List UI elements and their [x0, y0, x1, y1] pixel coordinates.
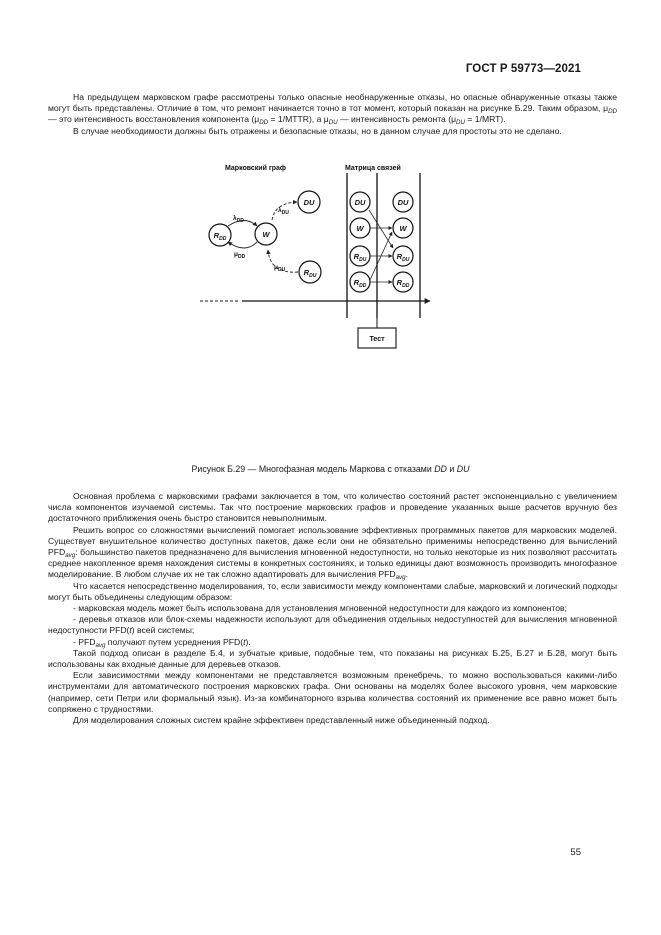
graph-node-rdu [299, 261, 321, 283]
graph-node-du [298, 191, 320, 213]
svg-text:W: W [356, 224, 364, 233]
svg-text:RDU: $R_{DU}$ [353, 252, 367, 263]
intro-paragraph-1: На предыдущем марковском графе рассмотрены только опасные необнаруженные отказы, но опасные обнаруженные отказы также могут быть представлены. Отличие в том, что ремонт начинается точно в тот момент, который показан на рисунке Б.29. Таким образом, $\mu_{DD}$ — это интенсивность восстановления компонента ($\mu_{DD}$ = 1/MTTR), а $\mu_{DU}$ — интенсивность ремонта $(\mu_{DU} = 1/MRT)$. [48, 92, 617, 127]
svg-text:RDU: $R_{DU}$ [303, 268, 317, 279]
intro-paragraph-2: В случае необходимости должны быть отражены и безопасные отказы, но в данном случае для простоты это не сделано. [73, 125, 562, 136]
matrix-arrow-du-rdu [369, 210, 393, 248]
svg-text:RDD: $R_{DD}$ [213, 231, 227, 242]
svg-text:DU: DU [397, 198, 409, 207]
document-header: ГОСТ Р 59773—2021 [465, 63, 581, 75]
page-number: 55 [570, 847, 581, 858]
rate-mu-dd: $\mu_{DD}$ [234, 251, 246, 260]
svg-text:RDU: $R_{DU}$ [396, 252, 410, 263]
figure-caption: Рисунок Б.29 — Многофазная модель Маркова с отказами DD и DU [191, 464, 470, 474]
figure-title-markov-graph: Марковский граф [225, 165, 287, 172]
intro-text [48, 92, 617, 137]
body-paragraph-4: Такой подход описан в разделе Б.4, и зубчатые кривые, подобные тем, что показаны на рисунках Б.25, Б.27 и Б.28, могут быть использованы как входные данные для деревьев отказов. [48, 647, 617, 670]
body-paragraph-2: Решить вопрос со сложностями вычислений помогает использование эффективных программных пакетов для марковских моделей. Существует внушительное количество доступных пакетов, даже если они не обязательно применимы непосредственно для вычислений $PFD_{avg}$: большинство пакетов предназначено для вычисления мгновенной недоступности, но только некоторые из них позволяют рассчитать среднее накопленное время нахождения системы в конкретных состояниях, и только единицы дают возможность производить многофазное моделирование. В любом случае их не так сложно адаптировать для вычисления $PFD_{avg}$. [48, 524, 617, 582]
body-list-item-1: - марковская модель может быть использована для установления мгновенной недоступности для каждого из компонентов; [73, 603, 567, 614]
rate-mu-du: $\mu_{DU}$ [274, 264, 286, 273]
rate-lambda-du: $\lambda_{DU}$ [278, 207, 289, 216]
matrix-left-node-rdu [350, 246, 370, 266]
body-text [48, 491, 617, 726]
matrix-left-node-du [350, 192, 370, 212]
matrix-right-node-rdu [393, 246, 413, 266]
body-paragraph-1: Основная проблема с марковскими графами заключается в том, что количество состояний растет экспоненциально с увеличением числа компонентов изучаемой системы. Так что построение марковских графов и проведение указанных выше расчетов вручную без достаточного приближения очень быстро становится невыполнимым. [48, 491, 617, 524]
svg-text:RDD: $R_{DD}$ [396, 278, 410, 289]
matrix-right-node-w [393, 218, 413, 238]
svg-text:DU: DU [303, 198, 315, 207]
body-list-item-2: - деревья отказов или блок-схемы надежности используют для объединения отдельных недоступностей для вычисления мгновенной недоступности PFD(t) всей системы; [48, 614, 617, 636]
markov-figure [160, 160, 450, 460]
svg-text:W: W [262, 230, 270, 239]
rate-lambda-dd: $\lambda_{DD}$ [233, 215, 244, 224]
matrix-left-node-rdd [350, 272, 370, 292]
body-paragraph-6: Для моделирования сложных систем крайне эффективен представленный ниже объединенный подход. [73, 715, 490, 726]
body-paragraph-5: Если зависимостями между компонентами не представляется возможным пренебречь, то можно воспользоваться какими-либо инструментами для автоматического построения марковских графа. Они основаны на моделях более высокого уровня, чем марковские (например, сети Петри или формальный язык). Из-за комбинаторного взрыва количества состояний их применение все равно может быть сопряжено с трудностями. [48, 670, 617, 714]
body-list-item-3: - $PFD_{avg}$ получают путем усреднения PFD(t). [73, 636, 251, 649]
edge-w-rdd-mu [228, 242, 257, 248]
matrix-right-node-rdd [393, 272, 413, 292]
figure-title-link-matrix: Матрица связей [345, 165, 401, 172]
svg-text:W: W [399, 224, 407, 233]
graph-node-rdd [209, 224, 231, 246]
svg-text:RDD: $R_{DD}$ [353, 278, 367, 289]
svg-text:DU: DU [354, 198, 366, 207]
graph-node-w [255, 223, 277, 245]
matrix-left-node-w [350, 218, 370, 238]
matrix-right-node-du [393, 192, 413, 212]
test-label: Тест [369, 336, 385, 343]
body-paragraph-3: Что касается непосредственно моделирования, то, если зависимости между компонентами слабые, марковский и логический подходы могут быть объединены следующим образом: [48, 580, 617, 602]
